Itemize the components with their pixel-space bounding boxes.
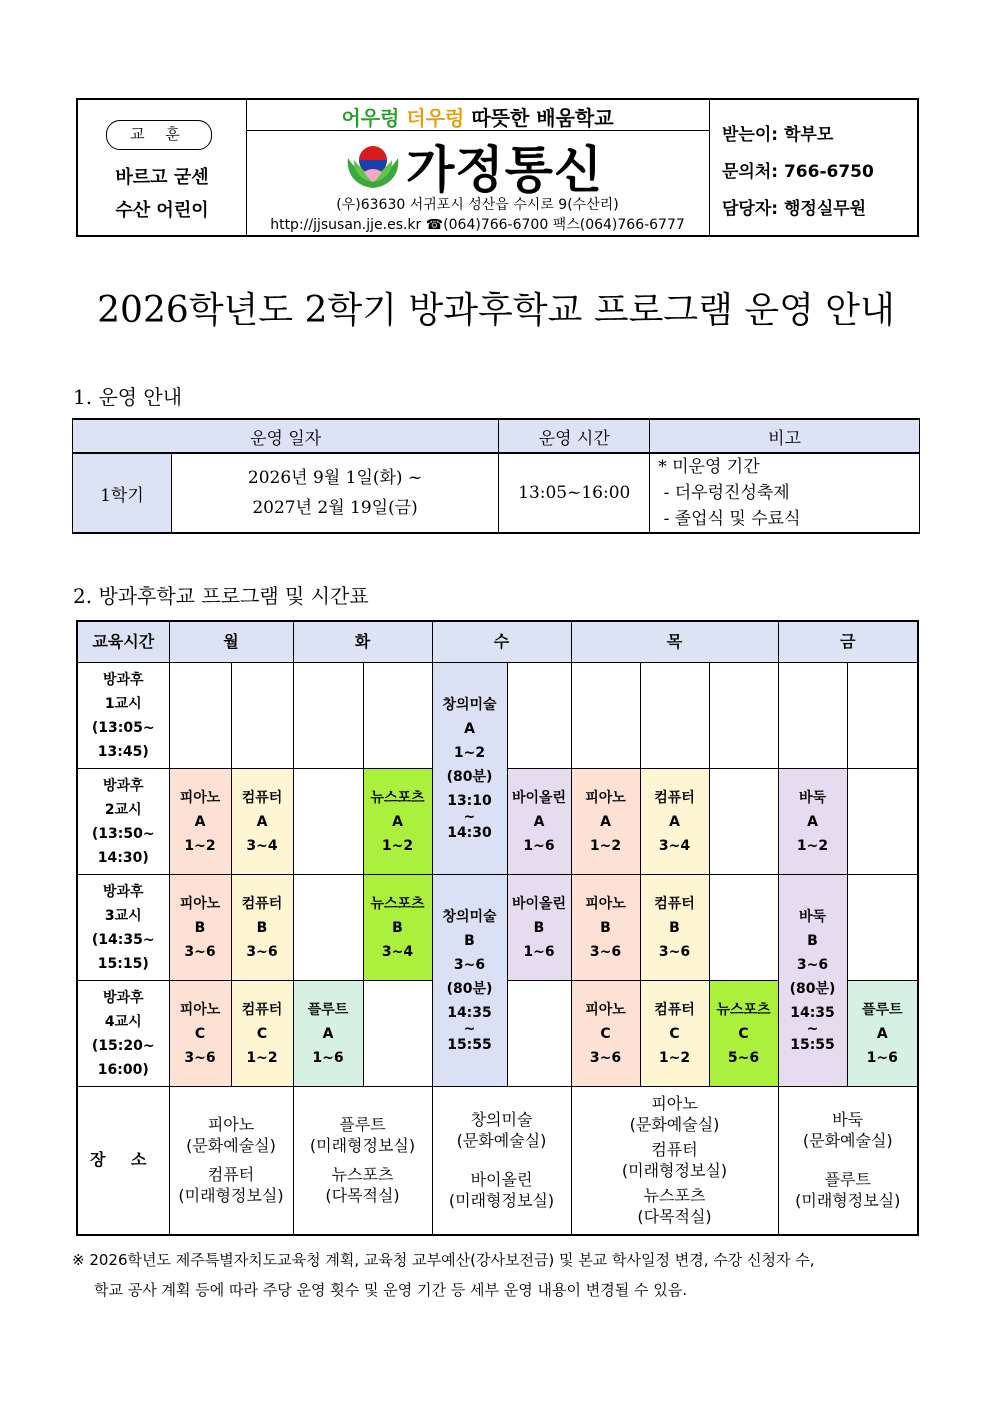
cell-text: 14:30): [97, 849, 149, 866]
motto-label: 교 훈: [106, 120, 212, 150]
empty-cell: [231, 663, 293, 769]
period-1: [77, 663, 169, 769]
class-news-sports-a: [363, 769, 432, 875]
cell-text: A: [256, 813, 268, 830]
slogan-orange: 더우렁: [406, 106, 465, 130]
header-tue: 화: [293, 621, 432, 663]
school-contact: http://jjsusan.jje.es.kr ☎(064)766-6700 팩스(064)766-6777: [270, 217, 685, 233]
cell-text: A: [669, 813, 680, 830]
cell-text: B: [392, 919, 403, 936]
cell-text: 14:35: [447, 1004, 492, 1021]
cell-text: B: [669, 919, 680, 936]
cell-text: 1교시: [104, 695, 142, 712]
cell-text: 15:55: [790, 1036, 835, 1053]
cell-text: 뉴스포츠: [643, 1186, 706, 1206]
empty-cell: [847, 663, 918, 769]
cell-text: 3~6: [658, 943, 691, 960]
cell-text: (미래형정보실): [309, 1136, 416, 1156]
place-label: 장 소: [77, 1087, 169, 1235]
cell-text: 컴퓨터: [241, 895, 283, 912]
cell-text: 3~6: [184, 1049, 216, 1066]
cell-text: (80분): [446, 980, 493, 997]
cell-text: 1~2: [453, 744, 486, 761]
cell-text: C: [738, 1025, 749, 1042]
header-thu: 목: [571, 621, 778, 663]
cell-text: (미래형정보실): [795, 1191, 901, 1211]
cell-text: 뉴스포츠: [716, 1001, 771, 1018]
cell-text: 컴퓨터: [654, 1001, 695, 1018]
letterhead: [76, 98, 919, 237]
cell-text: 피아노: [651, 1094, 698, 1114]
cell-text: A: [600, 813, 611, 830]
cell-text: B: [464, 932, 475, 949]
empty-cell: [709, 769, 778, 875]
section-1-heading: 1. 운영 안내: [73, 385, 183, 409]
page-title: 2026학년도 2학기 방과후학교 프로그램 운영 안내: [97, 290, 895, 331]
cell-text: 바이올린: [511, 789, 567, 806]
inquiry-phone: 문의처: 766-6750: [722, 162, 874, 182]
class-piano-c-thu: [571, 981, 640, 1087]
cell-text: (다목적실): [637, 1207, 712, 1227]
cell-text: ~: [463, 1020, 476, 1037]
cell-text: 2교시: [104, 801, 142, 818]
period-4: [77, 981, 169, 1087]
school-address: (우)63630 서귀포시 성산읍 수시로 9(수산리): [336, 197, 619, 213]
cell-text: 컴퓨터: [241, 1001, 283, 1018]
class-piano-a: [169, 769, 231, 875]
cell-text: 4교시: [104, 1013, 142, 1030]
cell-text: 바둑: [798, 789, 827, 806]
header-period: 교육시간: [77, 621, 169, 663]
cell-text: (13:50~: [91, 825, 155, 842]
class-computer-c-thu: [640, 981, 709, 1087]
cell-text: 1~6: [866, 1049, 898, 1066]
cell-text: 1~2: [796, 837, 829, 854]
cell-text: A: [392, 813, 403, 830]
col-header-date: 운영 일자: [73, 419, 499, 453]
cell-text: 뉴스포츠: [370, 789, 425, 806]
footnote-line-1: ※ 2026학년도 제주특별자치도교육청 계획, 교육청 교부예산(강사보전금) 및 본교 학사일정 변경, 수강 신청자 수,: [72, 1251, 815, 1269]
cell-text: 피아노: [207, 1115, 255, 1135]
schedule-table: [76, 620, 919, 1236]
header-fri: 금: [778, 621, 918, 663]
cell-text: ~: [463, 808, 476, 825]
empty-cell: [169, 663, 231, 769]
cell-text: 13:10: [447, 792, 492, 809]
cell-text: 컴퓨터: [207, 1165, 255, 1185]
class-piano-b-thu: [571, 875, 640, 981]
cell-text: B: [533, 919, 545, 936]
operation-table: [72, 418, 920, 534]
cell-text: C: [669, 1025, 680, 1042]
cell-text: A: [807, 813, 818, 830]
cell-text: (문화예술실): [802, 1131, 893, 1151]
cell-text: 컴퓨터: [654, 789, 695, 806]
cell-text: B: [807, 932, 818, 949]
date-line-1: 2026년 9월 1일(화) ~: [247, 468, 423, 488]
empty-cell: [847, 769, 918, 875]
cell-text: 16:00): [97, 1061, 149, 1078]
cell-text: 1~2: [381, 837, 414, 854]
cell-text: 창의미술: [442, 908, 497, 925]
cell-text: (80분): [446, 768, 493, 785]
slogan-green: 어우렁: [341, 106, 400, 130]
col-header-note: 비고: [650, 419, 920, 453]
document-title: 가정통신: [406, 141, 604, 199]
cell-text: 3~6: [589, 1049, 622, 1066]
cell-text: C: [600, 1025, 611, 1042]
footnote-line-2: 학교 공사 계획 등에 따라 주당 운영 횟수 및 운영 기간 등 세부 운영 내용이 변경될 수 있음.: [94, 1281, 687, 1299]
header-wed: 수: [432, 621, 571, 663]
cell-text: 피아노: [179, 1001, 221, 1018]
class-baduk-b: [778, 875, 847, 1087]
cell-text: 3~4: [246, 837, 278, 854]
cell-text: C: [194, 1025, 206, 1042]
cell-text: 방과후: [102, 989, 144, 1006]
cell-text: B: [194, 919, 206, 936]
col-header-time: 운영 시간: [499, 419, 650, 453]
motto-line-1: 바르고 굳센: [115, 167, 209, 188]
cell-text: 플루트: [861, 1001, 903, 1018]
cell-text: (미래형정보실): [448, 1191, 555, 1211]
place-tue: [293, 1087, 432, 1235]
cell-text: 창의미술: [470, 1110, 533, 1130]
date-line-2: 2027년 2월 19일(금): [252, 498, 418, 518]
empty-cell: [847, 875, 918, 981]
empty-cell: [363, 663, 432, 769]
place-wed: [432, 1087, 571, 1235]
school-slogan: [246, 102, 709, 131]
school-emblem-icon: [344, 138, 402, 192]
note-item-1: - 더우렁진성축제: [658, 483, 790, 503]
period-2: [77, 769, 169, 875]
cell-text: 방과후: [102, 883, 144, 900]
cell-text: (13:05~: [91, 719, 155, 736]
class-computer-a-thu: [640, 769, 709, 875]
cell-text: 3~6: [246, 943, 278, 960]
class-computer-a: [231, 769, 293, 875]
period-3: [77, 875, 169, 981]
motto-cell: [78, 100, 247, 235]
cell-text: 3~6: [796, 956, 829, 973]
slogan-rest: 따뜻한 배움학교: [471, 106, 614, 130]
class-computer-b-thu: [640, 875, 709, 981]
cell-text: 방과후: [102, 777, 144, 794]
cell-text: 창의미술: [442, 696, 497, 713]
cell-text: (문화예술실): [456, 1131, 547, 1151]
cell-text: 14:30: [447, 824, 492, 841]
cell-text: A: [322, 1025, 334, 1042]
empty-cell: [709, 663, 778, 769]
title-cell: [246, 100, 710, 235]
cell-text: (다목적실): [325, 1186, 400, 1206]
cell-text: A: [876, 1025, 888, 1042]
empty-cell: [293, 875, 363, 981]
note-title: * 미운영 기간: [658, 457, 760, 477]
info-cell: [710, 100, 917, 235]
cell-text: (80분): [789, 980, 836, 997]
cell-text: (미래형정보실): [178, 1186, 284, 1206]
class-news-sports-c: [709, 981, 778, 1087]
cell-text: A: [464, 720, 475, 737]
class-computer-c: [231, 981, 293, 1087]
cell-text: 컴퓨터: [241, 789, 283, 806]
class-violin-a: [507, 769, 571, 875]
class-news-sports-b: [363, 875, 432, 981]
class-art-a: [432, 663, 507, 875]
empty-cell: [507, 663, 571, 769]
cell-text: 3교시: [104, 907, 142, 924]
cell-text: 방과후: [102, 671, 144, 688]
section-2-heading: 2. 방과후학교 프로그램 및 시간표: [73, 584, 369, 608]
cell-text: 플루트: [307, 1001, 349, 1018]
cell-text: 3~4: [381, 943, 414, 960]
class-art-b: [432, 875, 507, 1087]
empty-cell: [640, 663, 709, 769]
cell-text: 바이올린: [511, 895, 567, 912]
cell-text: 3~6: [184, 943, 216, 960]
date-cell: [171, 453, 498, 533]
cell-text: 피아노: [585, 1001, 626, 1018]
cell-text: 컴퓨터: [651, 1140, 698, 1160]
recipient: 받는이: 학부모: [722, 125, 834, 145]
cell-text: A: [194, 813, 206, 830]
class-computer-b: [231, 875, 293, 981]
class-baduk-a: [778, 769, 847, 875]
cell-text: 1~6: [523, 837, 555, 854]
cell-text: (문화예술실): [629, 1115, 720, 1135]
cell-text: 3~6: [589, 943, 622, 960]
class-piano-a-thu: [571, 769, 640, 875]
cell-text: 1~2: [246, 1049, 278, 1066]
empty-cell: [293, 663, 363, 769]
cell-text: 플루트: [824, 1170, 871, 1190]
cell-text: (문화예술실): [186, 1136, 276, 1156]
cell-text: 바둑: [832, 1110, 864, 1130]
class-flute-a-fri: [847, 981, 918, 1087]
cell-text: C: [256, 1025, 268, 1042]
cell-text: 15:55: [447, 1036, 492, 1053]
cell-text: 13:45): [97, 743, 149, 760]
place-thu: [571, 1087, 778, 1235]
cell-text: 3~6: [453, 956, 486, 973]
cell-text: (15:20~: [91, 1037, 155, 1054]
class-piano-b: [169, 875, 231, 981]
cell-text: 1~6: [523, 943, 555, 960]
empty-cell: [571, 663, 640, 769]
cell-text: 피아노: [179, 895, 221, 912]
cell-text: 피아노: [585, 789, 626, 806]
note-cell: [650, 453, 920, 533]
cell-text: (14:35~: [91, 931, 155, 948]
cell-text: 바둑: [798, 908, 827, 925]
empty-cell: [507, 981, 571, 1087]
term-cell: 1학기: [73, 453, 172, 533]
empty-cell: [293, 769, 363, 875]
cell-text: B: [600, 919, 611, 936]
cell-text: 컴퓨터: [654, 895, 695, 912]
cell-text: 1~2: [589, 837, 622, 854]
cell-text: 3~4: [658, 837, 691, 854]
cell-text: 피아노: [585, 895, 626, 912]
header-mon: 월: [169, 621, 293, 663]
cell-text: 플루트: [339, 1115, 386, 1135]
class-piano-c: [169, 981, 231, 1087]
time-cell: 13:05~16:00: [499, 453, 650, 533]
empty-cell: [778, 663, 847, 769]
cell-text: 1~6: [312, 1049, 344, 1066]
cell-text: 바이올린: [470, 1170, 533, 1190]
cell-text: 1~2: [184, 837, 216, 854]
empty-cell: [363, 981, 432, 1087]
empty-cell: [709, 875, 778, 981]
manager: 담당자: 행정실무원: [722, 199, 867, 219]
cell-text: 뉴스포츠: [331, 1165, 394, 1185]
place-fri: [778, 1087, 918, 1235]
cell-text: 뉴스포츠: [370, 895, 425, 912]
cell-text: 5~6: [727, 1049, 760, 1066]
motto-line-2: 수산 어린이: [115, 200, 209, 221]
cell-text: B: [256, 919, 268, 936]
note-item-2: - 졸업식 및 수료식: [658, 509, 801, 529]
cell-text: (미래형정보실): [621, 1161, 728, 1181]
cell-text: ~: [806, 1020, 819, 1037]
place-mon: [169, 1087, 293, 1235]
class-flute-a: [293, 981, 363, 1087]
cell-text: 피아노: [179, 789, 221, 806]
cell-text: 15:15): [97, 955, 149, 972]
cell-text: A: [533, 813, 545, 830]
cell-text: 1~2: [658, 1049, 691, 1066]
cell-text: 14:35: [790, 1004, 835, 1021]
class-violin-b: [507, 875, 571, 981]
